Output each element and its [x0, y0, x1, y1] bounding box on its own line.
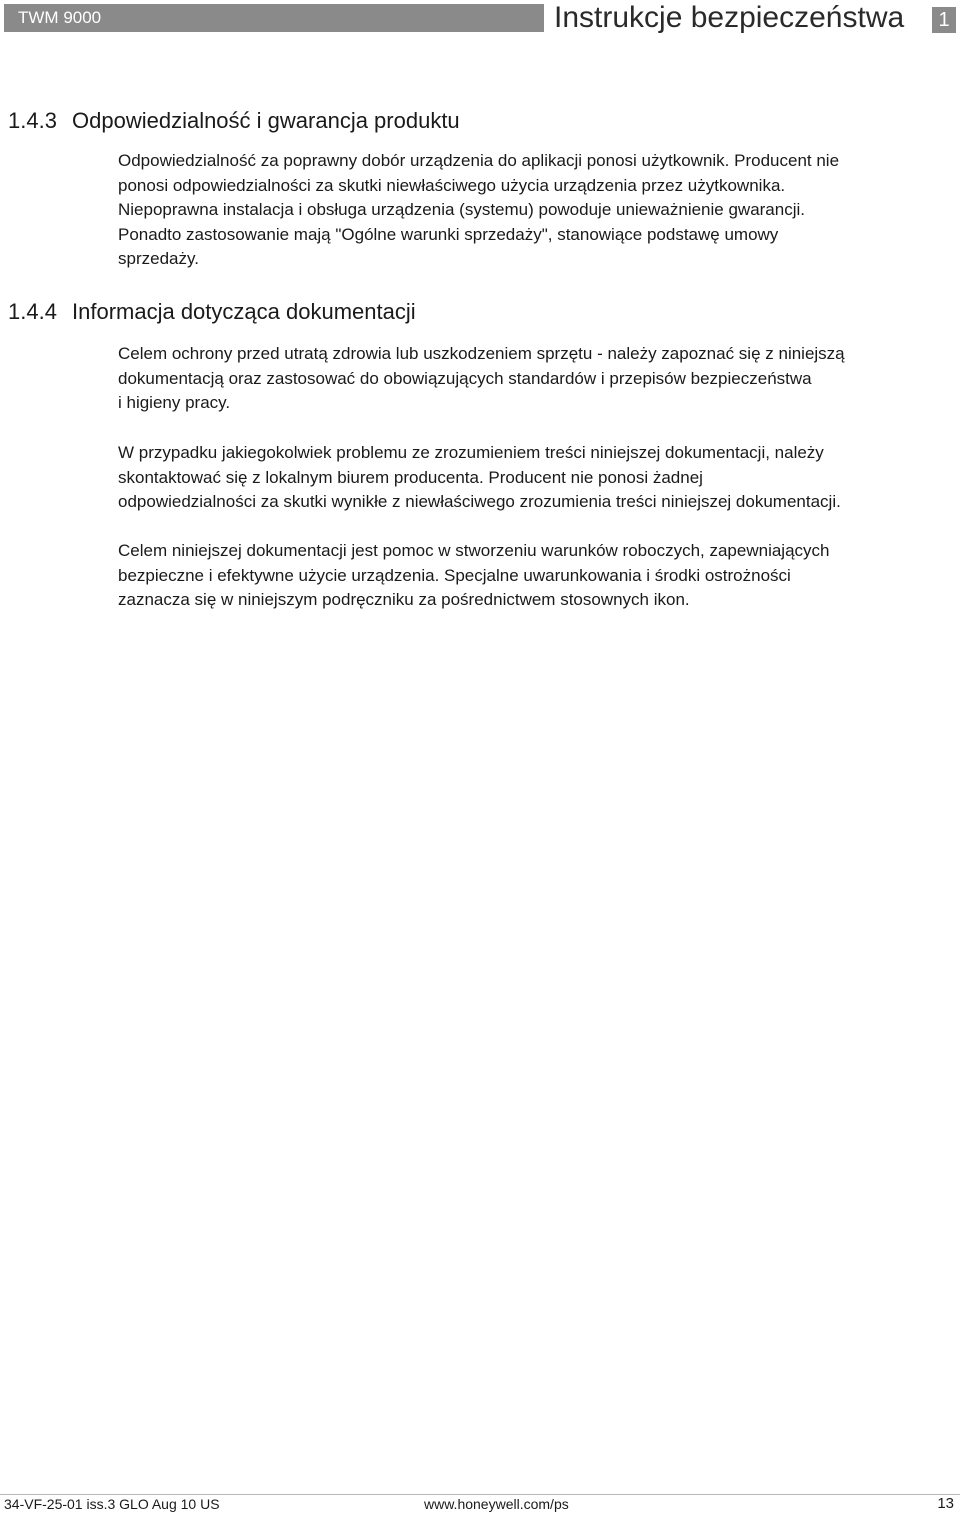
text-line: Celem niniejszej dokumentacji jest pomoc w stworzeniu warunków roboczych, zapewniających	[118, 541, 830, 560]
page-footer	[0, 1494, 960, 1513]
section-title: Odpowiedzialność i gwarancja produktu	[72, 108, 460, 133]
paragraph-safety	[118, 342, 958, 416]
text-line: Odpowiedzialność za poprawny dobór urządzenia do aplikacji ponosi użytkownik. Producent nie	[118, 151, 840, 170]
text-line: dokumentacją oraz zastosować do obowiązujących standardów i przepisów bezpieczeństwa	[118, 368, 812, 388]
text-line: Ponadto zastosowanie mają "Ogólne warunki sprzedaży", stanowiące podstawę umowy	[118, 224, 779, 244]
text-line: ponosi odpowiedzialności za skutki niewłaściwego użycia urządzenia przez użytkownika.	[118, 175, 786, 195]
section-title: Informacja dotycząca dokumentacji	[72, 299, 416, 324]
section-heading-1-4-3	[8, 108, 460, 134]
text-line: i higieny pracy.	[118, 393, 231, 412]
text-line: Niepoprawna instalacja i obsługa urządzenia (systemu) powoduje unieważnienie gwarancji.	[118, 200, 805, 219]
paragraph-liability	[118, 149, 958, 272]
text-line: zaznacza się w niniejszym podręczniku za pośrednictwem stosownych ikon.	[118, 590, 690, 609]
text-line: skontaktować się z lokalnym biurem producenta. Producent nie ponosi żadnej	[118, 467, 703, 487]
chapter-number: 1	[932, 7, 956, 33]
product-name: TWM 9000	[4, 4, 544, 32]
text-line: sprzedaży.	[118, 249, 199, 268]
text-line: odpowiedzialności za skutki wynikłe z niewłaściwego zrozumienia treści niniejszej dokumentacji.	[118, 492, 841, 511]
text-line: W przypadku jakiegokolwiek problemu ze zrozumieniem treści niniejszej dokumentacji, należy	[118, 443, 824, 462]
paragraph-purpose	[118, 539, 958, 613]
chapter-title: Instrukcje bezpieczeństwa	[554, 1, 905, 34]
document-id: 34-VF-25-01 iss.3 GLO Aug 10 US	[4, 1496, 220, 1512]
page-number: 13	[937, 1495, 954, 1512]
page-header	[4, 1, 960, 34]
website-link[interactable]: www.honeywell.com/ps	[424, 1496, 569, 1512]
section-heading-1-4-4	[8, 299, 416, 325]
section-number: 1.4.3	[8, 108, 57, 133]
text-line: Celem ochrony przed utratą zdrowia lub uszkodzeniem sprzętu - należy zapoznać się z niniejszą	[118, 344, 845, 363]
text-line: bezpieczne i efektywne użycie urządzenia. Specjalne uwarunkowania i środki ostrożności	[118, 565, 791, 585]
paragraph-contact	[118, 441, 958, 515]
section-number: 1.4.4	[8, 299, 57, 324]
